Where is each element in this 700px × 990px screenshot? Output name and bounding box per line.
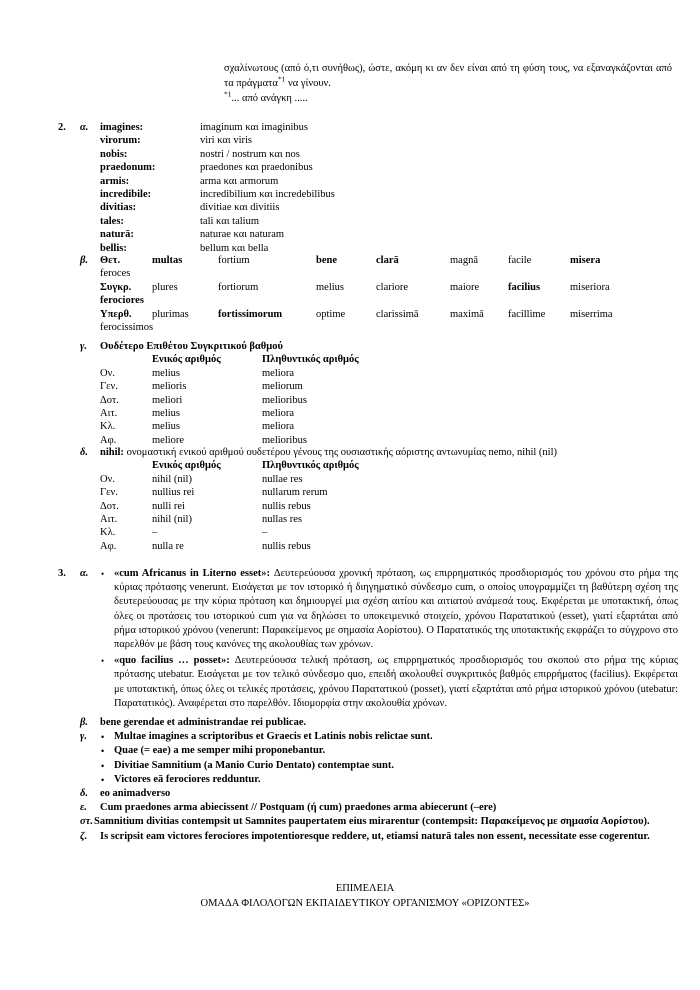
answer-delta-text: eo animadverso: [100, 788, 171, 800]
degree-cell: melius: [316, 281, 344, 293]
delta-title: [100, 446, 678, 459]
bullet-2-text: Δευτερεύουσα τελική πρόταση, ως επιρρηματικός προσδιορισμός του σκοπού στο ρήμα της κύριας πρότασης utebatur. Εισάγεται με τον τελικό σύνδεσμο quo, επειδή ακολουθεί συγκριτικός βαθμός επιρρήματος (facilius). Εκφέρεται με υποτακτική, όπως όλες οι τελικές προτάσεις, χρόνου Παρατατικού (posset), γιατί εξαρτάται από ρήμα ιστορικού χρόνου (utebatur: Παρατατικός). Αναφέρεται στο παρελθόν. Ιδιομορφία στην ακολουθία χρόνων.: [114, 655, 678, 709]
degree-cell: facillime: [508, 308, 546, 320]
declension-case-label: Κλ.: [100, 421, 116, 433]
bullet-1-lead: «cum Africanus in Literno esset»:: [114, 568, 270, 579]
section-3-alpha-label: α.: [80, 568, 89, 579]
degree-cell: magnā: [450, 255, 478, 266]
answer-gamma-bullet: • Divitiae Samnitium (a Manio Curio Dentato) contemptae sunt.: [100, 759, 678, 773]
delta-title-text: ονομαστική ενικού αριθμού ουδετέρου γένους της ουσιαστικής αόριστης αντωνυμίας nemo, nihil (nil): [123, 447, 558, 458]
declension-case-label: Αιτ.: [100, 407, 118, 419]
footer-line-2: ΟΜΑΔΑ ΦΙΛΟΛΟΓΩΝ ΕΚΠΑΙΔΕΥΤΙΚΟΥ ΟΡΓΑΝΙΣΜΟΥ «ΟΡΙΖΟΝΤΕΣ»: [200, 897, 530, 909]
section-3: [58, 567, 678, 711]
answer-row: [58, 815, 678, 829]
vocabulary-gloss: viri και viris: [200, 135, 253, 147]
declension-plural: meliorum: [262, 381, 303, 393]
vocabulary-term: armis:: [100, 175, 130, 187]
gamma-table-header: [100, 353, 678, 366]
degree-label: Υπερθ.: [100, 308, 132, 320]
degree-cell: optime: [316, 308, 346, 320]
declension-row: [100, 486, 678, 499]
declension-singular: melioris: [152, 381, 187, 393]
degree-label: Συγκρ.: [100, 281, 132, 293]
degree-cell: maiore: [450, 281, 480, 293]
vocabulary-row: [100, 121, 660, 134]
degree-cell: clarā: [376, 255, 399, 266]
declension-plural: melioribus: [262, 434, 307, 446]
answer-row: [58, 830, 678, 844]
declension-plural: nullis rebus: [262, 500, 311, 512]
delta-header-plural: Πληθυντικός αριθμός: [262, 460, 359, 472]
gamma-header-singular: Ενικός αριθμός: [152, 354, 221, 366]
section-2-delta-label: δ.: [80, 447, 89, 458]
delta-header-singular: Ενικός αριθμός: [152, 460, 221, 472]
declension-plural: nullae res: [262, 473, 303, 485]
declension-case-label: Γεν.: [100, 487, 118, 499]
vocabulary-term: virorum:: [100, 135, 141, 147]
bullet-1-text: Δευτερεύουσα χρονική πρόταση, ως επιρρηματικός προσδιορισμός του χρόνου στο ρήμα της κύριας πρότασης venerunt. Εισάγεται με τον ιστορικό ή διηγηματικό σύνδεσμο cum, ο οποίος υπογραμμίζει τη βαθύτερη σχέση της δευτερεύουσας με την κύρια πρόταση και δημιουργεί μια σχέση αιτίου και αιτιατού ανάμεσά τους. Εκφέρεται με υποτακτική, όπως όλες οι προτάσεις του ιστορικού cum για να δηλώσει το υποκειμενικό στοιχείο, χρόνου Παρατατικού (esset), γιατί εξαρτάται από ρήμα ιστορικού χρόνου (venerunt: Παρακείμενος με σημασία Αορίστου). Ο Παρατατικός της υποτακτικής εκφράζει το σύγχρονο στο παρελθόν με βάση τους κανόνες της ακολουθίας των χρόνων.: [114, 568, 678, 651]
footnote-line: [224, 89, 672, 107]
degree-extra-word: ferociores: [100, 295, 144, 307]
degree-cell: facilius: [508, 281, 541, 293]
degree-cell: clariore: [376, 281, 409, 293]
section-2-gamma-label: γ.: [80, 341, 87, 352]
declension-case-label: Γεν.: [100, 381, 118, 393]
vocabulary-row: [100, 188, 660, 201]
declension-singular: nulla re: [152, 540, 184, 552]
degree-extra-word: feroces: [100, 268, 131, 280]
declension-row: [100, 473, 678, 486]
vocabulary-gloss: bellum και bella: [200, 242, 269, 254]
vocabulary-gloss: praedones και praedonibus: [200, 162, 313, 174]
declension-plural: nullis rebus: [262, 540, 311, 552]
answer-gamma-bullet: • Multae imagines a scriptoribus et Graecis et Latinis nobis relictae sunt.: [100, 730, 678, 744]
declension-singular: melius: [152, 421, 180, 433]
answer-row: [58, 716, 678, 730]
top-quoted-block: [224, 62, 672, 107]
vocabulary-term: praedonum:: [100, 162, 156, 174]
declension-plural: nullarum rerum: [262, 487, 328, 499]
answer-row: [58, 730, 678, 787]
answer-beta-text: bene gerendae et administrandae rei publicae.: [100, 717, 307, 728]
degree-row: [100, 254, 678, 267]
vocabulary-row: [100, 228, 660, 241]
declension-plural: meliora: [262, 407, 295, 419]
declension-case-label: Κλ.: [100, 527, 116, 539]
vocabulary-row: [100, 242, 660, 255]
gamma-declension-block: [58, 340, 678, 447]
declension-singular: meliore: [152, 434, 185, 446]
declension-case-label: Ον.: [100, 367, 115, 379]
vocabulary-list: [100, 121, 660, 255]
degree-extra-word: ferocissimos: [100, 321, 154, 333]
answer-beta-label: β.: [80, 717, 89, 728]
gamma-header-plural: Πληθυντικός αριθμός: [262, 354, 359, 366]
vocabulary-gloss: divitiae και divitiis: [200, 202, 280, 214]
declension-row: [100, 367, 678, 380]
answer-gamma-label: γ.: [80, 731, 87, 743]
vocabulary-term: naturā:: [100, 229, 134, 241]
syntax-analysis-bullet-2: [100, 654, 678, 711]
declension-case-label: Δοτ.: [100, 394, 119, 406]
answer-gamma-bullet: • Quae (= eae) a me semper mihi proponebantur.: [100, 744, 678, 758]
vocabulary-term: imagines:: [100, 122, 144, 133]
degree-cell: miserrima: [570, 308, 613, 320]
degree-cell: fortiorum: [218, 281, 259, 293]
vocabulary-gloss: arma και armorum: [200, 175, 279, 187]
answer-zeta-label: ζ.: [80, 830, 88, 842]
declension-row: [100, 526, 678, 539]
gamma-title: Ουδέτερο Επιθέτου Συγκριτικού βαθμού: [100, 341, 283, 352]
degree-label: Θετ.: [100, 255, 121, 266]
footnote-marker: *1: [277, 74, 286, 83]
top-paragraph-text: σχαλίνωτους (από ό,τι συνήθως), ώστε, ακόμη κι αν δεν είναι από τη φύση τους, να εξαναγκάζονται από τα πράγματα: [224, 63, 672, 89]
comparison-degrees-grid: [100, 254, 678, 334]
degree-cell: multas: [152, 255, 183, 266]
declension-singular: nihil (nil): [152, 473, 192, 485]
answer-zeta-text: Is scripsit eam victores ferociores impotentioresque reddere, ut, etiamsi naturā tales non essent, necessitate esse cogerentur.: [100, 830, 650, 842]
section-2-beta-label: β.: [80, 255, 89, 266]
vocabulary-row: [100, 201, 660, 214]
vocabulary-term: incredibile:: [100, 188, 152, 200]
vocabulary-term: nobis:: [100, 148, 128, 160]
degree-cell: bene: [316, 255, 337, 266]
degree-cell: plures: [152, 281, 178, 293]
syntax-analysis-bullet-1: [100, 567, 678, 652]
degree-cell: fortissimorum: [218, 308, 283, 320]
degree-row: [100, 281, 678, 294]
declension-singular: nihil (nil): [152, 513, 192, 525]
declension-row: [100, 420, 678, 433]
declension-plural: –: [262, 527, 268, 539]
declension-row: [100, 513, 678, 526]
answer-gamma-bullet: • Victores eā ferociores redduntur.: [100, 773, 678, 787]
declension-case-label: Αφ.: [100, 434, 117, 446]
comparison-degrees-block: [58, 254, 678, 334]
degree-cell: misera: [570, 255, 601, 266]
vocabulary-gloss: tali και talium: [200, 215, 260, 227]
answer-epsilon-text: Cum praedones arma abiecissent // Postquam (ή cum) praedones arma abiecerunt (–ere): [100, 802, 497, 814]
gamma-header-spacer: [100, 353, 152, 366]
section-3-number: 3.: [58, 568, 66, 579]
declension-case-label: Αφ.: [100, 540, 117, 552]
section-2-number: 2.: [58, 122, 66, 133]
vocabulary-row: [100, 215, 660, 228]
vocabulary-gloss: nostri / nostrum και nos: [200, 148, 300, 160]
vocabulary-term: divitias:: [100, 202, 137, 214]
footnote-text: ... από ανάγκη .....: [231, 93, 308, 104]
vocabulary-row: [100, 161, 660, 174]
declension-singular: meliori: [152, 394, 183, 406]
delta-lead-word: nihil:: [100, 447, 124, 458]
delta-table-body: [58, 473, 678, 553]
declension-row: [100, 380, 678, 393]
declension-case-label: Ον.: [100, 473, 115, 485]
delta-nihil-block: [58, 446, 678, 553]
declension-plural: nullas res: [262, 513, 302, 525]
vocabulary-gloss: imaginum και imaginibus: [200, 122, 309, 133]
answer-stigma-text: Samnitium divitias contempsit ut Samnites paupertatem eius mirarentur (contempsit: Παρακείμενος με σημασία Αορίστου).: [94, 816, 650, 828]
vocabulary-row: [100, 175, 660, 188]
declension-singular: melius: [152, 407, 180, 419]
vocabulary-gloss: incredibilium και incredebilibus: [200, 188, 335, 200]
section-3-answers: [58, 716, 678, 844]
declension-singular: –: [152, 527, 158, 539]
section-3-alpha-body: [100, 567, 678, 711]
vocabulary-row: [100, 148, 660, 161]
vocabulary-gloss: naturae και naturam: [200, 229, 285, 241]
footer-line-1: ΕΠΙΜΕΛΕΙΑ: [335, 883, 395, 894]
section-2: [58, 121, 672, 255]
top-paragraph-tail: να γίνουν.: [285, 77, 331, 89]
declension-case-label: Αιτ.: [100, 513, 118, 525]
bullet-2-lead: «quo facilius … posset»:: [114, 655, 230, 667]
section-2-alpha-label: α.: [80, 122, 89, 133]
gamma-table-body: [58, 367, 678, 447]
declension-row: [100, 500, 678, 513]
declension-row: [100, 394, 678, 407]
vocabulary-row: [100, 134, 660, 147]
footnote-marker-2: *1: [224, 89, 232, 99]
answer-epsilon-label: ε.: [80, 802, 87, 814]
degree-cell: miseriora: [570, 281, 610, 293]
delta-table-header: [100, 459, 678, 472]
degree-cell: plurimas: [152, 308, 189, 320]
degree-cell: fortium: [218, 255, 250, 266]
delta-header-spacer: [100, 459, 152, 472]
degree-row: [100, 308, 678, 321]
answer-stigma-label: στ.: [80, 816, 93, 828]
answer-delta-label: δ.: [80, 788, 89, 800]
declension-singular: melius: [152, 367, 180, 379]
answer-row: [58, 801, 678, 815]
degree-cell: clarissimā: [376, 308, 419, 320]
declension-singular: nulli rei: [152, 500, 185, 512]
declension-singular: nullius rei: [152, 487, 195, 499]
declension-case-label: Δοτ.: [100, 500, 119, 512]
declension-row: [100, 540, 678, 553]
footer-block: [58, 882, 672, 911]
declension-row: [100, 407, 678, 420]
answer-row: [58, 787, 678, 801]
vocabulary-term: bellis:: [100, 242, 127, 254]
declension-plural: meliora: [262, 421, 295, 433]
degree-cell: facile: [508, 255, 532, 266]
declension-plural: meliora: [262, 367, 295, 379]
answer-gamma-bullets: [100, 730, 678, 787]
vocabulary-term: tales:: [100, 215, 124, 227]
degree-cell: maximā: [450, 308, 484, 320]
declension-plural: melioribus: [262, 394, 307, 406]
